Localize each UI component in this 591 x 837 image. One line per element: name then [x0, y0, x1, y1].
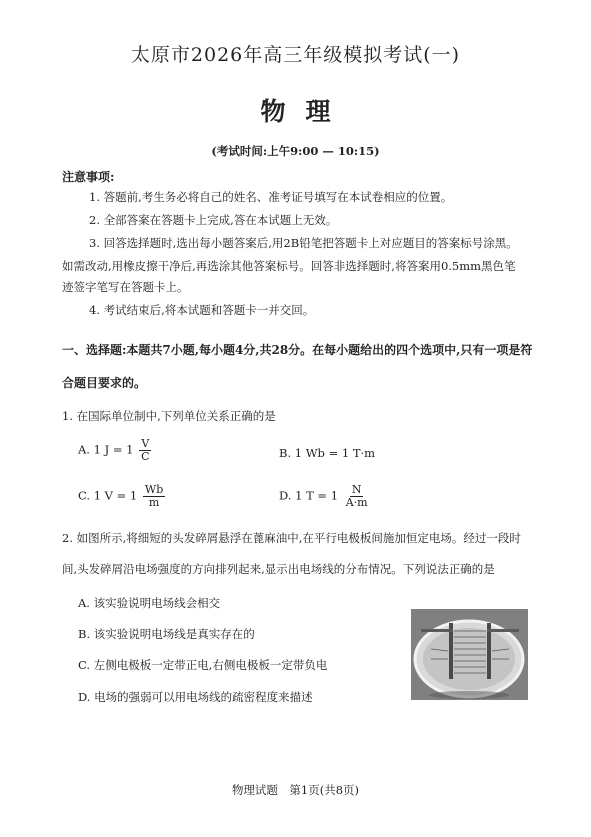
exam-time: (考试时间:上午9:00 — 10:15) [211, 144, 380, 158]
section-heading-line1: 一、选择题:本题共7小题,每小题4分,共28分。在每小题给出的四个选项中,只有一项是符 [62, 343, 533, 357]
q1-option-a-fraction [139, 438, 151, 463]
q1-stem: 1. 在国际单位制中,下列单位关系正确的是 [62, 409, 276, 423]
electric-field-experiment-photo [411, 609, 528, 700]
q1-option-d-denominator: A·m [345, 496, 368, 510]
q1-option-a-denominator: C [141, 450, 150, 464]
q1-option-d-prefix: D. 1 T = 1 [279, 488, 339, 503]
note-item-3: 3. 回答选择题时,选出每小题答案后,用2B铅笔把答题卡上对应题目的答案标号涂黑。 [89, 236, 518, 250]
q1-option-c [78, 484, 165, 509]
q2-option-a: A. 该实验说明电场线会相交 [78, 596, 221, 610]
q1-option-d-fraction [344, 484, 370, 509]
q1-option-d-numerator: N [351, 483, 362, 496]
q2-stem-line1: 2. 如图所示,将细短的头发碎屑悬浮在蓖麻油中,在平行电极板间施加恒定电场。经过一段时 [62, 531, 521, 545]
notes-heading: 注意事项: [62, 170, 115, 184]
note-item-3-cont-1: 如需改动,用橡皮擦干净后,再选涂其他答案标号。回答非选择题时,将答案用0.5mm黑色笔 [62, 259, 516, 273]
exam-title: 太原市2026年高三年级模拟考试(一) [130, 44, 461, 66]
q2-stem-line2: 间,头发碎屑沿电场强度的方向排列起来,显示出电场线的分布情况。下列说法正确的是 [62, 562, 495, 576]
q1-option-a [78, 438, 152, 463]
page-footer: 物理试题 第1页(共8页) [231, 783, 360, 797]
q2-option-d: D. 电场的强弱可以用电场线的疏密程度来描述 [78, 690, 313, 704]
q1-option-a-numerator: V [141, 437, 150, 450]
note-item-3-cont-2: 迹签字笔写在答题卡上。 [62, 280, 189, 294]
note-item-1: 1. 答题前,考生务必将自己的姓名、准考证号填写在本试卷相应的位置。 [89, 190, 453, 204]
note-item-4: 4. 考试结束后,将本试题和答题卡一并交回。 [89, 303, 315, 317]
section-heading-line2: 合题目要求的。 [62, 376, 147, 390]
q1-option-c-numerator: Wb [144, 483, 164, 496]
q1-option-a-prefix: A. 1 J = 1 [78, 442, 134, 457]
q1-option-d [279, 484, 370, 509]
q2-option-c: C. 左侧电极板一定带正电,右侧电极板一定带负电 [78, 658, 328, 672]
q2-option-b: B. 该实验说明电场线是真实存在的 [78, 627, 255, 641]
q1-option-c-fraction [143, 484, 165, 509]
subject-title: 物理 [260, 97, 351, 126]
q1-option-b: B. 1 Wb = 1 T·m [279, 446, 376, 460]
q1-option-c-denominator: m [148, 496, 160, 510]
note-item-2: 2. 全部答案在答题卡上完成,答在本试题上无效。 [89, 213, 338, 227]
q1-option-c-prefix: C. 1 V = 1 [78, 488, 138, 503]
